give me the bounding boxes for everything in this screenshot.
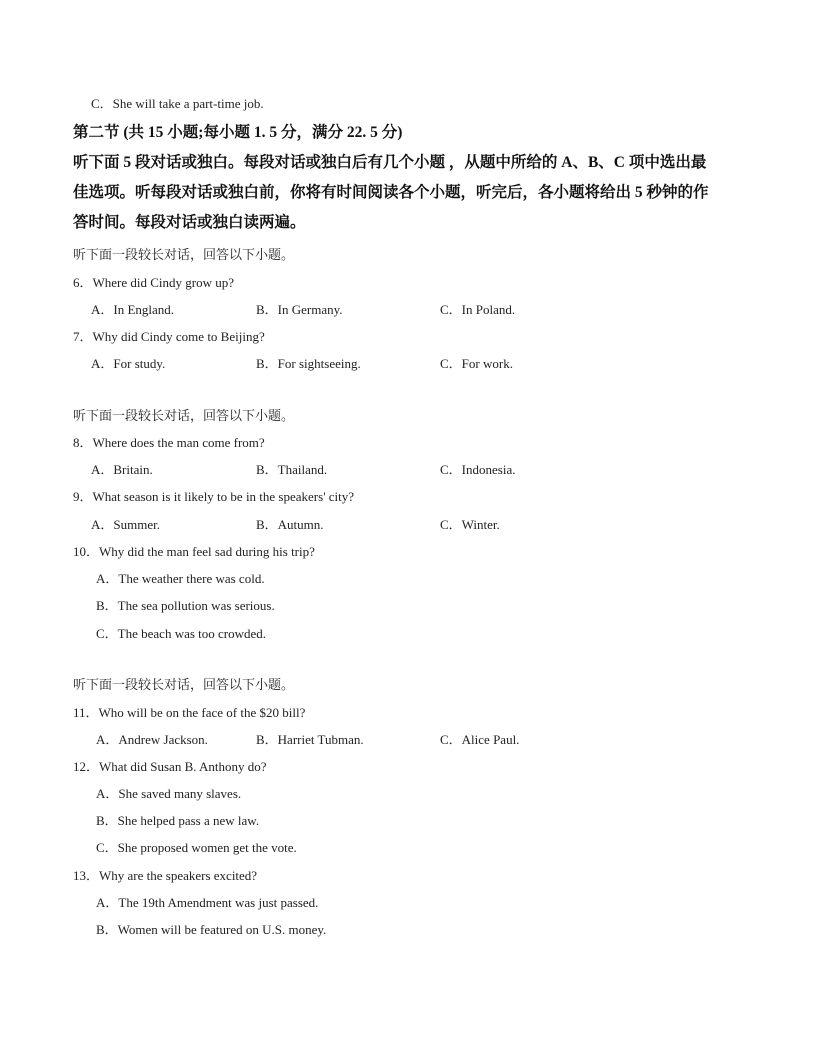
question-12: 12．What did Susan B. Anthony do?: [73, 759, 267, 774]
question-7-option-a: A．For study.: [91, 356, 166, 371]
question-8: 8．Where does the man come from?: [73, 435, 265, 450]
section-instructions-line-3: 答时间。每段对话或独白读两遍。: [73, 214, 306, 231]
question-10: 10．Why did the man feel sad during his trip?: [73, 544, 315, 559]
section-title: 第二节 (共 15 小题;每小题 1. 5 分，满分 22. 5 分): [73, 124, 403, 141]
question-11-option-b: B．Harriet Tubman.: [256, 732, 364, 747]
section-instructions-line-1: 听下面 5 段对话或独白。每段对话或独白后有几个小题 ，从题中所给的 A、B、C 项中选出最: [73, 154, 707, 171]
question-12-option-a: A．She saved many slaves.: [96, 786, 242, 801]
question-13-option-b: B．Women will be featured on U.S. money.: [96, 922, 327, 937]
section-instructions-line-2: 佳选项。听每段对话或独白前，你将有时间阅读各个小题，听完后，各小题将给出 5 秒钟的作: [73, 184, 709, 201]
question-6: 6．Where did Cindy grow up?: [73, 275, 235, 290]
question-12-option-c: C．She proposed women get the vote.: [96, 840, 297, 855]
question-13-option-a: A．The 19th Amendment was just passed.: [96, 895, 319, 910]
question-6-option-a: A．In England.: [91, 302, 175, 317]
question-10-option-a: A．The weather there was cold.: [96, 571, 265, 586]
question-7-option-c: C．For work.: [440, 356, 513, 371]
question-11-option-c: C．Alice Paul.: [440, 732, 520, 747]
question-6-option-b: B．In Germany.: [256, 302, 343, 317]
question-7-option-b: B．For sightseeing.: [256, 356, 361, 371]
question-11-option-a: A．Andrew Jackson.: [96, 732, 208, 747]
question-9-option-a: A．Summer.: [91, 517, 160, 532]
question-9: 9．What season is it likely to be in the speakers' city?: [73, 489, 355, 504]
question-8-option-c: C．Indonesia.: [440, 462, 516, 477]
question-13: 13．Why are the speakers excited?: [73, 868, 258, 883]
question-9-option-c: C．Winter.: [440, 517, 500, 532]
question-12-option-b: B．She helped pass a new law.: [96, 813, 260, 828]
question-7: 7．Why did Cindy come to Beijing?: [73, 329, 265, 344]
dialog-intro: 听下面一段较长对话，回答以下小题。: [73, 247, 295, 262]
question-8-option-a: A．Britain.: [91, 462, 153, 477]
question-10-option-b: B．The sea pollution was serious.: [96, 598, 275, 613]
question-9-option-b: B．Autumn.: [256, 517, 324, 532]
question-11: 11．Who will be on the face of the $20 bill?: [73, 705, 306, 720]
prev-question-option-c: C．She will take a part-time job.: [91, 96, 264, 111]
question-6-option-c: C．In Poland.: [440, 302, 516, 317]
dialog-intro: 听下面一段较长对话，回答以下小题。: [73, 677, 295, 692]
question-8-option-b: B．Thailand.: [256, 462, 328, 477]
question-10-option-c: C．The beach was too crowded.: [96, 626, 267, 641]
dialog-intro: 听下面一段较长对话，回答以下小题。: [73, 408, 295, 423]
